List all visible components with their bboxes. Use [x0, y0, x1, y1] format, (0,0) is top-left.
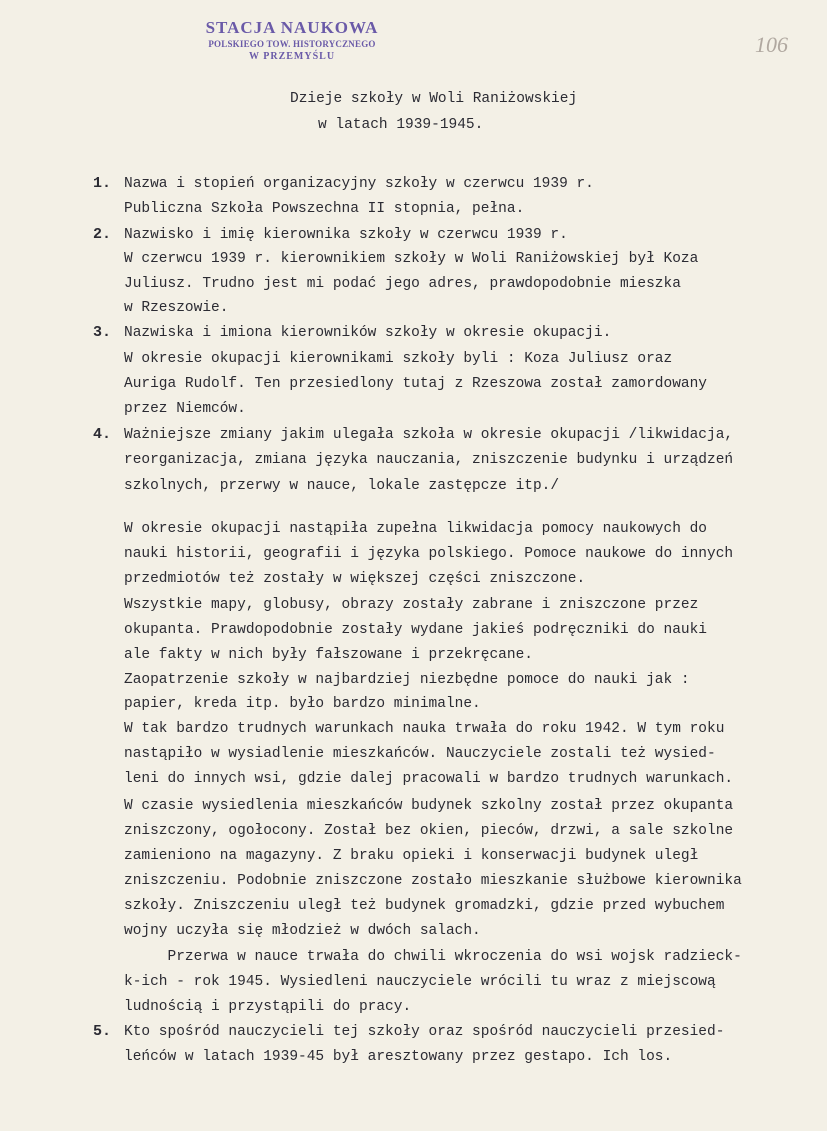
- section-4-body-line: przedmiotów też zostały w większej części zniszczone.: [124, 571, 586, 587]
- section-1-heading: Nazwa i stopień organizacyjny szkoły w czerwcu 1939 r.: [124, 176, 594, 192]
- stamp-line-1: STACJA NAUKOWA: [205, 18, 379, 37]
- section-4-heading: Ważniejsze zmiany jakim ulegała szkoła w okresie okupacji /likwidacja,: [124, 427, 734, 443]
- section-4-body-line: W tak bardzo trudnych warunkach nauka trwała do roku 1942. W tym roku: [124, 721, 725, 737]
- section-4-body-line: okupanta. Prawdopodobnie zostały wydane jakieś podręczniki do nauki: [124, 622, 707, 638]
- section-4-body-line: zniszczony, ogołocony. Został bez okien, pieców, drzwi, a sale szkolne: [124, 823, 734, 839]
- section-3-line: Auriga Rudolf. Ten przesiedlony tutaj z Rzeszowa został zamordowany: [124, 376, 707, 392]
- document-title-line-1: Dzieje szkoły w Woli Raniżowskiej: [290, 91, 578, 107]
- section-4-body-line: k-ich - rok 1945. Wysiedleni nauczyciele wrócili tu wraz z miejscową: [124, 974, 716, 990]
- section-number-3: 3.: [93, 324, 112, 341]
- section-number-5: 5.: [93, 1023, 112, 1040]
- section-4-body-line: Wszystkie mapy, globusy, obrazy zostały zabrane i zniszczone przez: [124, 597, 699, 613]
- section-2-line: w Rzeszowie.: [124, 300, 229, 316]
- document-title-line-2: w latach 1939-1945.: [318, 117, 484, 133]
- page-number: 106: [755, 32, 788, 57]
- stamp-line-2: POLSKIEGO TOW. HISTORYCZNEGO: [208, 39, 376, 49]
- section-2-line: Juliusz. Trudno jest mi podać jego adres, prawdopodobnie mieszka: [124, 276, 681, 292]
- section-4-body-line: nastąpiło w wysiadlenie mieszkańców. Nauczyciele zostali też wysied-: [124, 746, 716, 762]
- section-4-body-line: nauki historii, geografii i języka polskiego. Pomoce naukowe do innych: [124, 546, 734, 562]
- section-5-heading: Kto spośród nauczycieli tej szkoły oraz spośród nauczycieli przesied-: [124, 1024, 725, 1040]
- section-2-heading: Nazwisko i imię kierownika szkoły w czerwcu 1939 r.: [124, 227, 568, 243]
- section-1-answer: Publiczna Szkoła Powszechna II stopnia, pełna.: [124, 201, 525, 217]
- section-4-body-line: wojny uczyła się młodzież w dwóch salach.: [124, 923, 481, 939]
- section-4-heading: reorganizacja, zmiana języka nauczania, zniszczenie budynku i urządzeń: [124, 452, 734, 468]
- section-number-1: 1.: [93, 175, 112, 192]
- section-number-4: 4.: [93, 426, 112, 443]
- section-4-body-line: Zaopatrzenie szkoły w najbardziej niezbędne pomoce do nauki jak :: [124, 672, 690, 688]
- section-3-line: W okresie okupacji kierownikami szkoły byli : Koza Juliusz oraz: [124, 351, 673, 367]
- section-2-line: W czerwcu 1939 r. kierownikiem szkoły w Woli Raniżowskiej był Koza: [124, 251, 699, 267]
- section-4-body-line: zniszczeniu. Podobnie zniszczone zostało mieszkanie służbowe kierownika: [124, 873, 742, 889]
- section-4-heading: szkolnych, przerwy w nauce, lokale zastępcze itp./: [124, 478, 560, 494]
- section-4-body-line: Przerwa w nauce trwała do chwili wkroczenia do wsi wojsk radzieck-: [124, 949, 742, 965]
- stamp-line-3: W PRZEMYŚLU: [248, 51, 336, 62]
- section-3-line: przez Niemców.: [124, 401, 246, 417]
- section-4-body-line: leni do innych wsi, gdzie dalej pracowali w bardzo trudnych warunkach.: [124, 771, 734, 787]
- section-4-body-line: ale fakty w nich były fałszowane i przekręcane.: [124, 647, 533, 663]
- institution-stamp: [178, 18, 406, 63]
- section-4-body-line: zamieniono na magazyny. Z braku opieki i konserwacji budynek uległ: [124, 848, 699, 864]
- section-4-body-line: ludnością i przystąpili do pracy.: [124, 999, 412, 1015]
- section-4-body-line: szkoły. Zniszczeniu uległ też budynek gromadzki, gdzie przed wybuchem: [124, 898, 725, 914]
- section-4-body-line: papier, kreda itp. było bardzo minimalne.: [124, 696, 481, 712]
- section-4-body-line: W okresie okupacji nastąpiła zupełna likwidacja pomocy naukowych do: [124, 521, 707, 537]
- section-number-2: 2.: [93, 226, 112, 243]
- section-5-heading: leńców w latach 1939-45 był aresztowany przez gestapo. Ich los.: [124, 1049, 673, 1065]
- section-3-heading: Nazwiska i imiona kierowników szkoły w okresie okupacji.: [124, 325, 612, 341]
- section-4-body-line: W czasie wysiedlenia mieszkańców budynek szkolny został przez okupanta: [124, 798, 734, 814]
